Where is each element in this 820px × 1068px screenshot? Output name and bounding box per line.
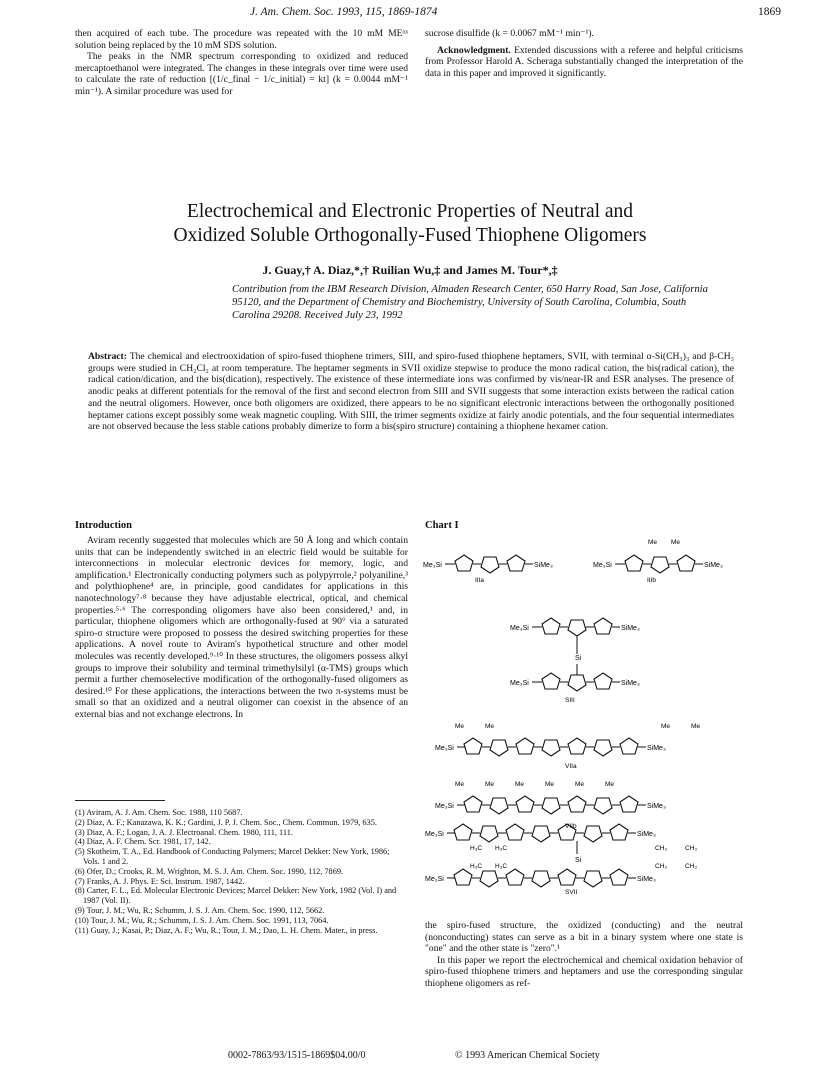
thiophene-ring	[651, 557, 669, 573]
thiophene-ring	[532, 826, 550, 842]
thiophene-ring	[594, 618, 612, 634]
thiophene-ring	[507, 555, 525, 571]
structure-label: CH₃	[655, 845, 668, 852]
structure-label: Me₃Si	[425, 831, 444, 838]
thiophene-ring	[594, 673, 612, 689]
structure-label: SiMe₃	[637, 876, 656, 883]
structure-label: SiMe₃	[704, 562, 723, 569]
structure-label: Me	[661, 723, 671, 730]
paragraph: The peaks in the NMR spectrum corresponding to oxidized and reduced mercaptoethanol were integrated. The changes in these integrals over time were used to calculate the rate of reduction [(1/c_final − 1/c_initial) = kt] (k = 0.0044 mM⁻¹ min⁻¹). A similar procedure was used for	[75, 51, 408, 97]
structure-label: Si	[575, 857, 582, 864]
structure-label: Me₃Si	[435, 803, 454, 810]
footer-copyright: © 1993 American Chemical Society	[455, 1050, 600, 1061]
paragraph: In this paper we report the electrochemical and chemical oxidation behavior of spiro-fused thiophene trimers and heptamers and use the corresponding singular thiophene oligomers as ref-	[425, 954, 743, 989]
thiophene-ring	[610, 824, 628, 840]
structure-label: CH₃	[685, 863, 698, 870]
structure-label: SiMe₃	[534, 562, 553, 569]
reference-item: (10) Tour, J. M.; Wu, R.; Schumm, J. S. J. Am. Chem. Soc. 1991, 113, 7064.	[75, 915, 329, 925]
structure-label: SiMe₃	[647, 803, 666, 810]
structure-label: IIIb	[647, 577, 657, 584]
thiophene-ring	[625, 555, 643, 571]
paragraph: then acquired of each tube. The procedure was repeated with the 10 mM MEᵒˣ solution being replaced by the 10 mM SDS solution.	[75, 28, 408, 51]
structure-label: Me	[485, 781, 495, 788]
thiophene-ring	[490, 740, 508, 756]
thiophene-ring	[454, 824, 472, 840]
thiophene-ring	[677, 555, 695, 571]
structure-label: H₃C	[470, 845, 483, 852]
reference-item: (4) Diaz, A. F. Chem. Scr. 1981, 17, 142.	[75, 837, 211, 847]
structure-label: Me₃Si	[435, 745, 454, 752]
abstract-text: The chemical and electrooxidation of spiro-fused thiophene trimers, SIII, and spiro-fused thiophene heptamers, SVII, with terminal α-Si(CH₃)₃ and β-CH₃ groups were studied in CH₂Cl₂ at room temperature. The heptamer segments in SVII oxidize stepwise to produce the mono radical cation, the bis(radical cation), the radical cation/dication, and the bis(dication), respectively. The existence of these intermediate ions was confirmed by vis/near-IR and ESR analyses. The presence of anodic peaks at different potentials for the removal of the first and second electron from SIII and SVII suggests that some interaction exists between the radical cation and the neutral oligomers. However, once both oligomers are oxidized, there appears to be no significant electronic interactions between the orthogonally positioned heptamer cations except possibly some weak magnetic coupling. With SIII, the trimer segments oxidize at fairly anodic potentials, and the four sequential intermediates are not observed because the less stable cations probably dimerize to form a bis(spiro structure) containing a thiophene hexamer cation.	[88, 351, 734, 433]
structure-drawings	[445, 555, 703, 887]
thiophene-ring	[620, 796, 638, 812]
chart-label: Chart I	[425, 520, 459, 531]
footer-code: 0002-7863/93/1515-1869$04.00/0	[228, 1050, 366, 1061]
thiophene-ring	[480, 826, 498, 842]
structure-label: VIIa	[565, 763, 577, 770]
thiophene-ring	[542, 798, 560, 814]
structure-label: SIII	[565, 697, 575, 704]
structure-label: SiMe₃	[647, 745, 666, 752]
thiophene-ring	[455, 555, 473, 571]
paragraph: sucrose disulfide (k = 0.0067 mM⁻¹ min⁻¹).	[425, 28, 594, 39]
structure-label: Me	[455, 781, 465, 788]
structure-label: Me₃Si	[510, 625, 529, 632]
thiophene-ring	[490, 798, 508, 814]
structure-label: SiMe₃	[621, 625, 640, 632]
structure-label: Me	[545, 781, 555, 788]
thiophene-ring	[610, 869, 628, 885]
structure-label: Me	[605, 781, 615, 788]
acknowledgment-label: Acknowledgment.	[437, 44, 511, 56]
structure-label: H₃C	[495, 845, 508, 852]
thiophene-ring	[464, 738, 482, 754]
structure-label: Me	[575, 781, 585, 788]
structure-label: SVII	[565, 889, 578, 896]
right-body	[425, 920, 743, 990]
abstract-label: Abstract:	[88, 351, 127, 362]
structure-label: Me	[691, 723, 701, 730]
thiophene-ring	[542, 618, 560, 634]
thiophene-ring	[480, 871, 498, 887]
footnote-rule	[75, 800, 165, 801]
structure-label: SiMe₃	[637, 831, 656, 838]
reference-item: (3) Diaz, A. F.; Logan, J. A. J. Electroanal. Chem. 1980, 111, 111.	[75, 827, 293, 837]
structure-label: H₃C	[470, 863, 483, 870]
structure-label: CH₃	[685, 845, 698, 852]
structure-label: Me	[671, 539, 681, 546]
thiophene-ring	[542, 740, 560, 756]
reference-item: (5) Skotheim, T. A., Ed. Handbook of Conducting Polymers; Marcel Dekker: New York, 1986; Vols. 1 and 2.	[75, 847, 390, 866]
structure-label: Me	[485, 723, 495, 730]
reference-item: (1) Aviram, A. J. Am. Chem. Soc. 1988, 110 5687.	[75, 808, 243, 817]
page-number: 1869	[758, 6, 781, 18]
article-affiliation: Contribution from the IBM Research Division, Almaden Research Center, 650 Harry Road, San Jose, California 95120, and the Department of Chemistry and Biochemistry, University of South Carolina, Columbia, South Carolina 29208. Received July 23, 1992	[232, 284, 708, 321]
thiophene-ring	[542, 673, 560, 689]
thiophene-ring	[568, 738, 586, 754]
reference-item: (9) Tour, J. M.; Wu, R.; Schumm, J. S. J. Am. Chem. Soc. 1990, 112, 5662.	[75, 905, 325, 915]
chemical-structures-chart	[415, 530, 760, 897]
structure-label: IIIa	[475, 577, 485, 584]
thiophene-ring	[464, 796, 482, 812]
reference-item: (8) Carter, F. L., Ed. Molecular Electronic Devices; Marcel Dekker: New York, 1982 (Vol. I) and 1987 (Vol. II).	[75, 886, 397, 906]
journal-header: J. Am. Chem. Soc. 1993, 115, 1869-1874	[250, 6, 438, 18]
paragraph: the spiro-fused structure, the oxidized (conducting) and the neutral (nonconducting) states can serve as a bit in a binary system where one state is "one" and the other state is "zero".¹	[425, 920, 743, 955]
structure-label: H₃C	[495, 863, 508, 870]
thiophene-ring	[620, 738, 638, 754]
section-heading-introduction: Introduction	[75, 520, 132, 531]
structure-label: Me	[648, 539, 658, 546]
article-authors: J. Guay,† A. Diaz,*,† Ruilian Wu,‡ and James M. Tour*,‡	[262, 263, 558, 277]
acknowledgment-text: Extended discussions with a referee and helpful criticisms from Professor Harold A. Scheraga substantially changed the interpretation of the data in this paper and improved it significantly.	[425, 44, 743, 79]
thiophene-ring	[506, 869, 524, 885]
thiophene-ring	[558, 869, 576, 885]
top-left-column	[75, 28, 408, 98]
structure-label: SiMe₃	[621, 680, 640, 687]
reference-item: (6) Ofer, D.; Crooks, R. M. Wrighton, M. S. J. Am. Chem. Soc. 1990, 112, 7869.	[75, 866, 344, 876]
paragraph: Aviram recently suggested that molecules which are 50 Å long and which contain units that can be independently switched in an electric field would be suitable for interconnections in molecular electronic devices for memory, logic, and amplification.¹ Electronically conducting polymers such as polypyrrole,² polyaniline,³ and polythiophene⁴ are, in principle, good candidates for applications in this nanotechnology⁷·⁸ because they have adjustable electrical, optical, and chemical properties.⁵·⁶ The corresponding oligomers have also been considered,¹ and, in particular, thiophene oligomers which are orthogonally-fused at 90° via a saturated spiro-σ structure were proposed to possess the desired switching properties for these applications. A novel route to Aviram's hypothetical structure and other model molecules was recently developed.⁹·¹⁰ In these structures, the oligomers possess alkyl groups to improve their solubility and terminal trimethylsilyl (α-TMS) groups which permit a further chemoselective modification of the orthogonally-fused oligomers as desired.¹⁰ For these applications, the interactions between the two π-systems must be small so that an oxidized and a neutral oligomer can coexist in the absence of an external bias and not exchange electrons. In	[75, 535, 408, 720]
article-title: Electrochemical and Electronic Properties of Neutral and Oxidized Soluble Orthogonally-Fused Thiophene Oligomers	[173, 201, 647, 246]
thiophene-ring	[532, 871, 550, 887]
structure-label: VIIb	[565, 823, 577, 830]
structure-label: CH₃	[655, 863, 668, 870]
structure-label: Me₃Si	[510, 680, 529, 687]
thiophene-ring	[594, 740, 612, 756]
thiophene-ring	[481, 557, 499, 573]
reference-item: (11) Guay, J.; Kasai, P.; Diaz, A. F.; Wu, R.; Tour, J. M.; Dao, L. H. Chem. Mater., in press.	[75, 925, 378, 935]
thiophene-ring	[516, 796, 534, 812]
thiophene-ring	[454, 869, 472, 885]
structure-label: Me₃Si	[425, 876, 444, 883]
thiophene-ring	[568, 796, 586, 812]
references	[75, 808, 408, 935]
thiophene-ring	[594, 798, 612, 814]
structure-label: Si	[575, 655, 582, 662]
reference-item: (2) Diaz, A. F.; Kanazawa, K. K.; Gardini, J. P. J. Chem. Soc., Chem. Commun. 1979, 635.	[75, 817, 377, 827]
structure-label: Me	[515, 781, 525, 788]
thiophene-ring	[568, 675, 586, 691]
reference-item: (7) Franks, A. J. Phys. E: Sci. Instrum. 1987, 1442.	[75, 876, 245, 886]
thiophene-ring	[584, 826, 602, 842]
thiophene-ring	[568, 620, 586, 636]
structure-labels	[423, 539, 723, 896]
structure-label: Me₃Si	[423, 562, 442, 569]
thiophene-ring	[506, 824, 524, 840]
thiophene-ring	[584, 871, 602, 887]
top-right-column	[425, 28, 743, 79]
introduction-body	[75, 535, 408, 721]
abstract	[88, 351, 734, 433]
structure-label: Me₃Si	[593, 562, 612, 569]
structure-label: Me	[455, 723, 465, 730]
thiophene-ring	[516, 738, 534, 754]
